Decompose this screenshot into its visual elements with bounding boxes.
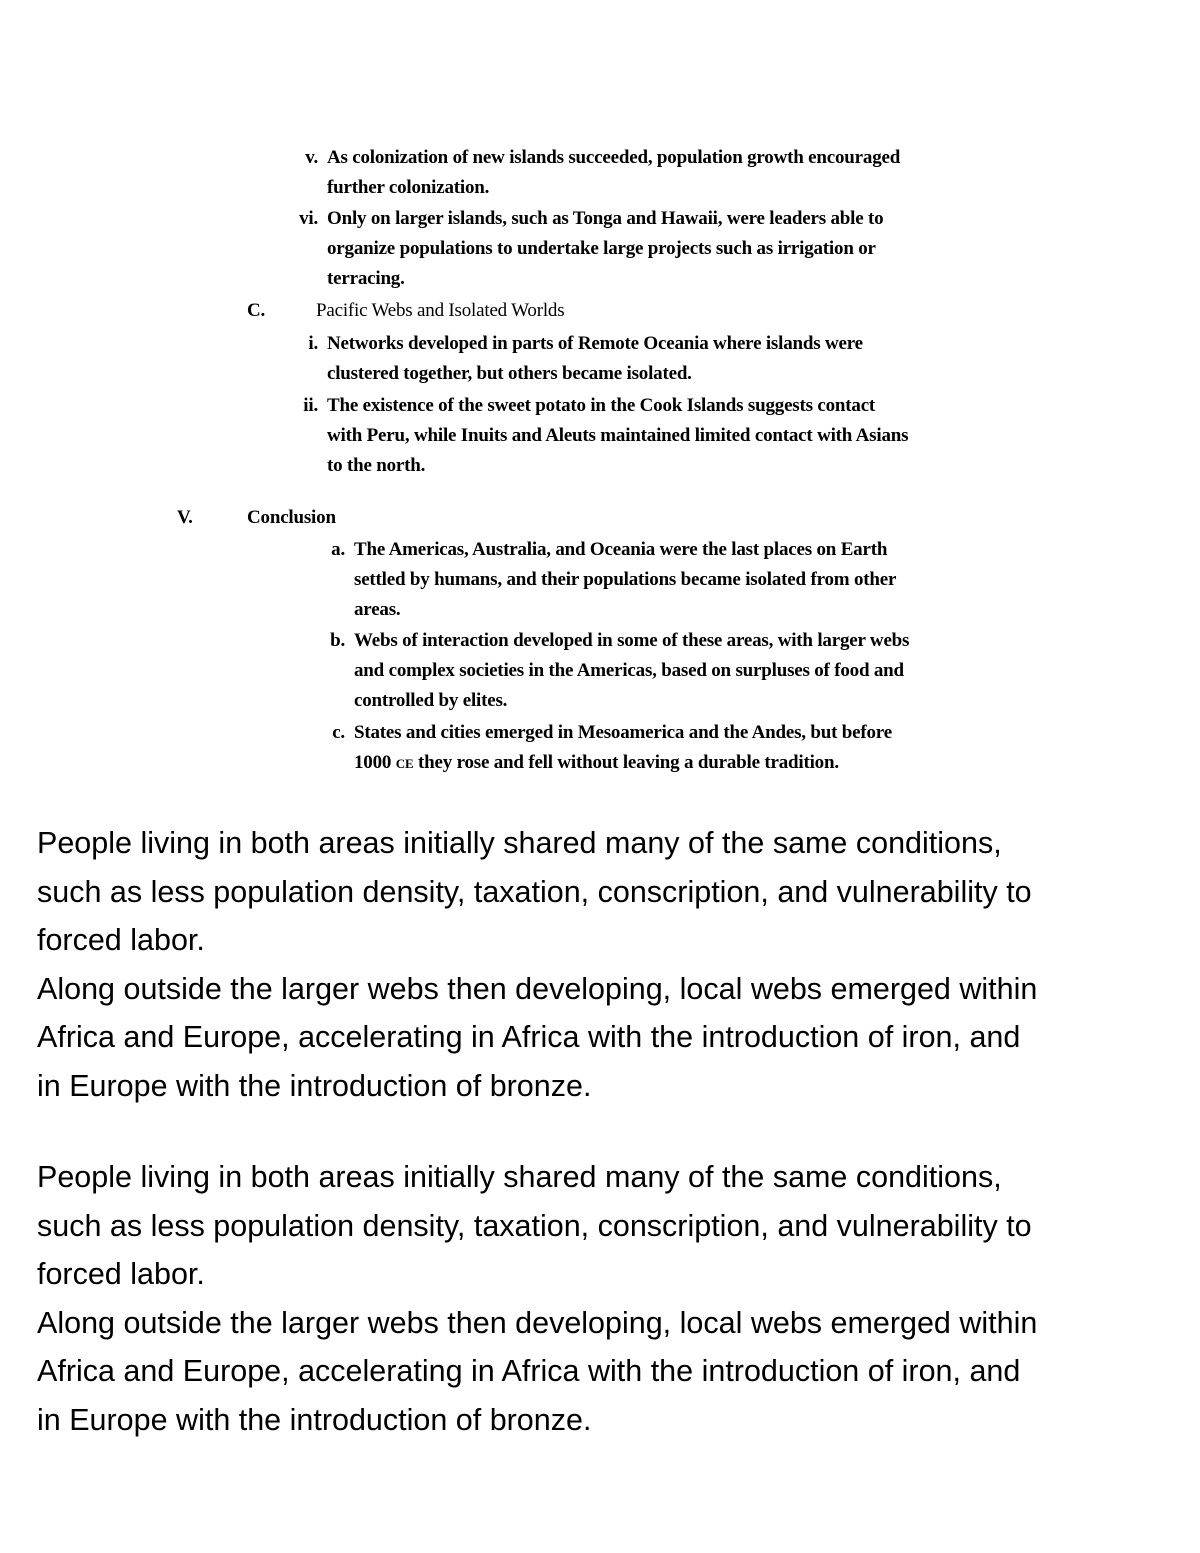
item-line: The Americas, Australia, and Oceania were the last places on Earth [354,539,888,560]
item-line: terracing. [327,268,405,289]
section-title: Conclusion [247,507,336,528]
body-line: in Europe with the introduction of bronze. [37,1402,592,1437]
body-line: forced labor. [37,923,205,957]
section-numeral: V. [177,507,193,528]
line-text: they rose and fell without leaving a durable tradition. [413,752,839,773]
item-number: a. [331,539,345,560]
body-line: People living in both areas initially shared many of the same conditions, [37,1160,1002,1194]
item-number: i. [308,333,318,354]
body-line: such as less population density, taxation, conscription, and vulnerability to [37,1208,1032,1243]
item-line: to the north. [327,455,426,476]
body-paragraph [37,819,1197,965]
era-abbreviation: CE [395,756,414,771]
item-line: Only on larger islands, such as Tonga and Hawaii, were leaders able to [327,208,884,229]
item-number: c. [332,722,345,743]
body-line: in Europe with the introduction of bronze. [37,1068,592,1103]
body-paragraph [37,1153,1197,1299]
item-line: controlled by elites. [354,690,508,711]
body-line: Africa and Europe, accelerating in Africa with the introduction of iron, and [37,1020,1021,1054]
item-line: The existence of the sweet potato in the Cook Islands suggests contact [327,395,876,416]
body-text-block-2 [37,1153,1197,1444]
item-number: vi. [299,208,318,229]
item-line: Webs of interaction developed in some of these areas, with larger webs [354,630,910,651]
body-line: People living in both areas initially shared many of the same conditions, [37,826,1002,860]
body-line: Africa and Europe, accelerating in Africa with the introduction of iron, and [37,1354,1021,1388]
body-paragraph [37,1299,1197,1445]
item-line: organize populations to undertake large projects such as irrigation or [327,238,876,259]
body-line: Along outside the larger webs then developing, local webs emerged within [37,971,1038,1006]
section-title: Pacific Webs and Isolated Worlds [316,300,565,321]
line-text: 1000 [354,752,396,773]
body-paragraph [37,965,1197,1111]
body-text-block-1 [37,819,1197,1110]
item-line: and complex societies in the Americas, based on surpluses of food and [354,660,904,681]
item-number: v. [305,147,318,168]
item-line: areas. [354,599,401,620]
item-line: with Peru, while Inuits and Aleuts maintained limited contact with Asians [327,425,909,446]
item-line [354,748,892,779]
item-line: further colonization. [327,177,490,198]
item-number: b. [330,630,345,651]
item-line: Networks developed in parts of Remote Oceania where islands were [327,333,863,354]
item-line: settled by humans, and their populations became isolated from other [354,569,897,590]
body-line: forced labor. [37,1257,205,1291]
body-line: such as less population density, taxation, conscription, and vulnerability to [37,874,1032,909]
item-line: As colonization of new islands succeeded, population growth encouraged [327,147,901,168]
item-number: ii. [303,395,318,416]
item-line: States and cities emerged in Mesoamerica and the Andes, but before [354,722,892,743]
item-line: clustered together, but others became isolated. [327,363,692,384]
section-letter: C. [247,300,266,321]
body-line: Along outside the larger webs then developing, local webs emerged within [37,1305,1038,1340]
